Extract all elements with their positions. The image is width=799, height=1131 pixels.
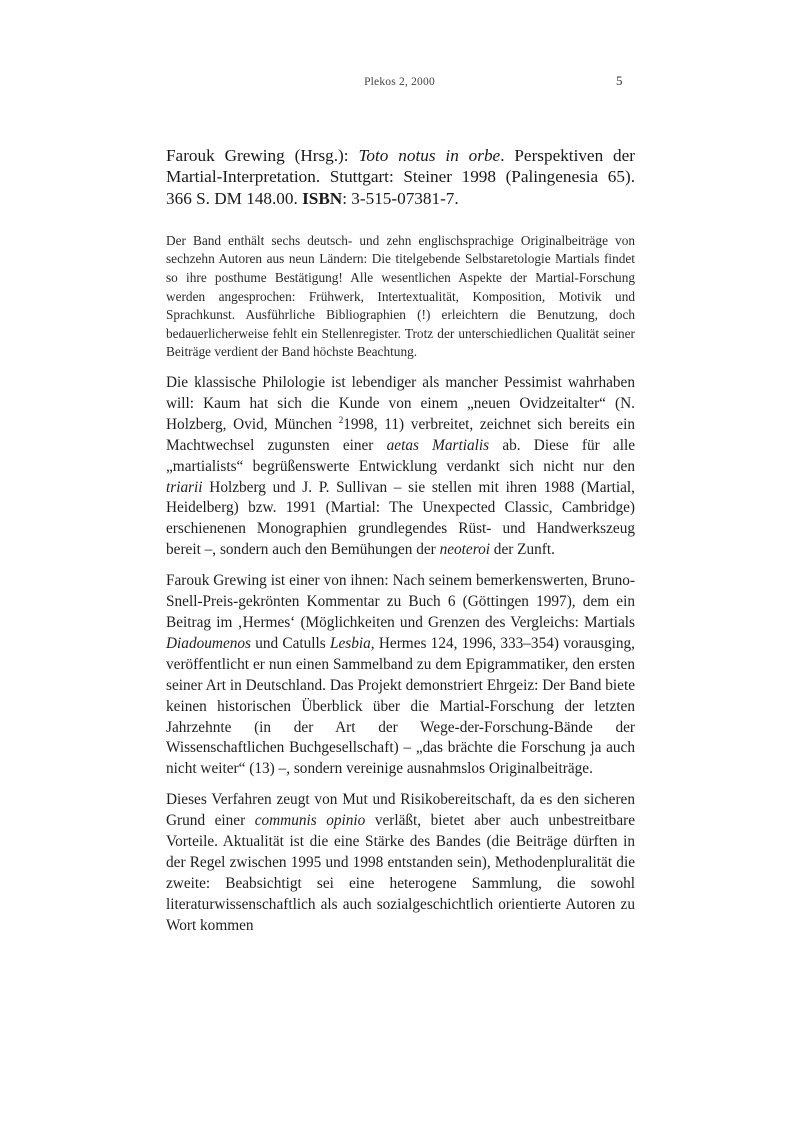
text-run: Holzberg und J. P. Sullivan – sie stellen mit ihren 1988 (Martial, Heidelberg) bzw. 1991 (Martial: The Unexpected Classic, Cambridge) erschienenen Monographien grundlegendes Rüst- und Handwerkszeug bereit –, sondern auch den Bemühungen der (166, 478, 635, 559)
isbn-value: : 3-515-07381-7. (342, 188, 459, 208)
italic-term: communis opinio (254, 812, 366, 830)
abstract-paragraph: Der Band enthält sechs deutsch- und zehn englischsprachige Originalbeiträge von sechzehn Autoren aus neun Ländern: Die titelgebende Selbstaretologie Martials findet so ihre posthume Bestätigung! Alle wesentlichen Aspekte der Martial-Forschung werden angesprochen: Frühwerk, Intertextualität, Komposition, Motivik und Sprachkunst. Ausführliche Bibliographien (!) erleichtern die Benutzung, doch bedauerlicherweise fehlt ein Stellenregister. Trotz der unterschiedlichen Qualität seiner Beiträge verdient der Band höchste Beachtung. (166, 232, 635, 360)
superscript: 2 (338, 414, 344, 425)
text-run: verläßt, bietet aber auch unbestreitbare Vorteile. Aktualität ist die eine Stärke des Bandes (die Beiträge dürften in der Regel zwischen 1995 und 1998 entstanden sein), Methodenpluralität die zweite: Beabsichtigt sei eine heterogene Sammlung, die sowohl literaturwissenschaftlich als auch sozialgeschichtlich orientierte Autoren zu Wort kommen (166, 812, 635, 934)
italic-term: neoteroi (439, 541, 490, 559)
body-paragraph-2 (166, 571, 635, 780)
bibliographic-citation (166, 145, 635, 209)
text-run: ab. Diese für alle „martialists“ begrüßenswerte Entwicklung verdankt sich nicht nur den (166, 436, 635, 475)
italic-term: triarii (166, 478, 203, 496)
page-content (166, 145, 635, 947)
text-run: und Catulls (250, 634, 330, 652)
text-run: der Zunft. (489, 541, 555, 559)
italic-term: Diadoumenos (166, 634, 251, 652)
citation-details: . Perspektiven der Martial-Interpretation. Stuttgart: Steiner 1998 (Palingenesia 65). 366 S. DM 148.00. (166, 146, 635, 208)
text-run: Die klassische Philologie ist lebendiger als mancher Pessimist wahrhaben will: Kaum hat sich die Kunde von einem „neuen Ovidzeitalter“ (N. Holzberg, Ovid, München (166, 374, 635, 433)
citation-title-italic: Toto notus in orbe (358, 146, 501, 165)
body-paragraph-3 (166, 790, 635, 936)
text-run: , Hermes 124, 1996, 333–354) vorausging, veröffentlicht er nun einen Sammelband zu dem Epigrammatiker, den ersten seiner Art in Deutschland. Das Projekt demonstriert Ehrgeiz: Der Band biete keinen historischen Überblick über die Martial-Forschung der letzten Jahrzehnte (in der Art der Wege-der-Forschung-Bände der Wissenschaftlichen Buchgesellschaft) – „das brächte die Forschung ja auch nicht weiter“ (13) –, sondern vereinige ausnahmslos Originalbeiträge. (166, 634, 636, 778)
italic-term: aetas Martialis (386, 436, 490, 454)
text-run: Dieses Verfahren zeugt von Mut und Risikobereitschaft, da es den sicheren Grund einer (166, 791, 635, 830)
running-head: Plekos 2, 2000 (364, 76, 435, 88)
text-run: 1998, 11) verbreitet, zeichnet sich bereits ein Machtwechsel zugunsten einer (166, 415, 635, 454)
text-run: Farouk Grewing ist einer von ihnen: Nach seinem bemerkenswerten, Bruno-Snell-Preis-gekrönten Kommentar zu Buch 6 (Göttingen 1997), dem ein Beitrag im ‚Hermes‘ (Möglichkeiten und Grenzen des Vergleichs: Martials (166, 572, 635, 632)
isbn-label: ISBN (302, 188, 343, 208)
italic-term: Lesbia (330, 634, 371, 652)
body-paragraph-1 (166, 373, 635, 561)
citation-author: Farouk Grewing (Hrsg.): (166, 146, 359, 165)
page-number: 5 (616, 73, 623, 88)
